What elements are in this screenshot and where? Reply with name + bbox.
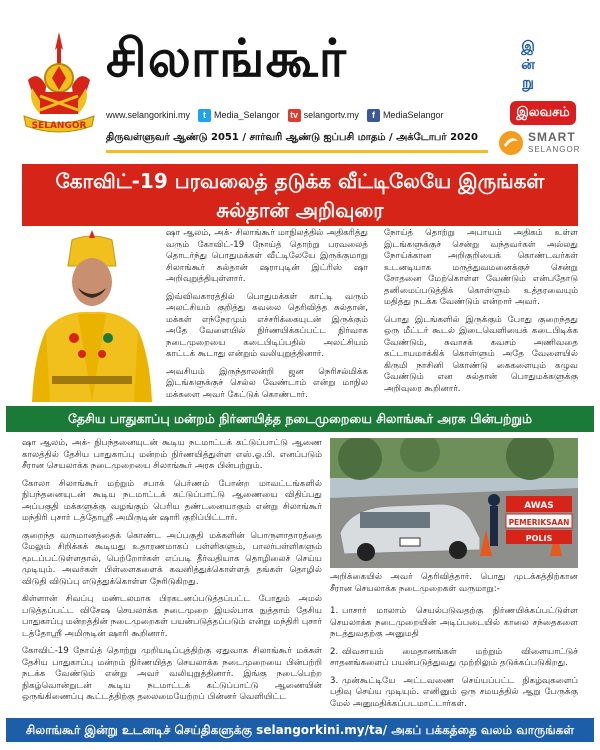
sign-pemeriksaan: PEMERIKSAAN xyxy=(508,518,570,527)
tv-text: selangortv.my xyxy=(303,110,359,120)
facebook-icon: f xyxy=(367,109,380,122)
selangor-crest-logo xyxy=(18,30,100,140)
inru-char: இ xyxy=(521,39,535,55)
facebook-link[interactable] xyxy=(367,109,444,122)
tv-link[interactable] xyxy=(288,109,359,122)
crest-text: SELANGOR xyxy=(31,121,87,131)
smart-selangor-icon xyxy=(498,130,524,156)
sign-awas: AWAS xyxy=(524,501,554,511)
list-item xyxy=(330,676,578,711)
main-headline xyxy=(22,164,578,226)
facebook-text: MediaSelangor xyxy=(382,110,444,120)
newspaper-title: சிலாங்கூர் xyxy=(106,29,347,89)
article2-column1 xyxy=(22,438,322,710)
smart-logo-subtext: SELANGOR xyxy=(528,145,581,154)
caption-text: அறிக்கையில் அவர் தெரிவித்தார். பொது முடக்கத்திற்கான சீரான செயலாக்க நடைமுறைகள் வருமாறு:- xyxy=(330,572,578,594)
section2-headline: தேசிய பாதுகாப்பு மன்றம் நிர்ணயித்த நடைமுறையை சிலாங்கூர் அரசு பின்பற்றும் xyxy=(6,406,594,432)
article-paragraph: குறைந்த வருமானத்தைக் கொண்ட அப்பகுதி மக்களின் பொருளாதாரத்தை மேலும் சிறிக்கக் கூடியது உதாரணமாகப் பள்ளிகளும், பாலர்பள்ளிகளும் மூடப்பட்டுள்ளதால், பெற்றோர்கள் எப்படி தீர்வதியாக தொழிலைச் செய்ய முடியும். அவர்கள் பிள்ளைகளைக் கவனித்துக்கொள்ளத் தங்கள் தொழில் விடுதி விடுப்பு எடுத்துக்கொள்ள நேரிடுகிறது. xyxy=(22,530,322,587)
inru-char: று xyxy=(522,75,534,91)
list-item-text: பாசார் மாலாம் செயல்படுவதற்கு நிர்ணயிக்கப்பட்டுள்ள செயலாக்க நடைமுறையின் அடிப்படையில் காலை சந்தைகளை நடத்துவதற்கு அனுமதி xyxy=(330,606,578,639)
twitter-icon: t xyxy=(198,109,211,122)
dateline: திருவள்ளுவர் ஆண்டு 2051 / சார்வரி ஆண்டு ஐப்பசி மாதம் / அக்டோபர் 2020 xyxy=(106,132,478,143)
article-paragraph: பொது இடங்களில் இருக்கும் போது குறைந்தது ஒரு மீட்டர் கூடல் இடைவெளியைக் கடைபிடிக்க வேண்டும், சுவாசக் கவசம் அணிவதை கட்டாயமாக்கிக் கொள்ளும் அதே வேளையில் கிருமி நாசினி கொண்டு கைகளையும் கழுவ வேண்டும் என சுல்தான் பொதுமக்களுக்கு அறிவுரை கூறினார். xyxy=(384,314,578,394)
photo-caption xyxy=(330,572,578,601)
sop-list xyxy=(330,606,578,716)
sign-polis: POLIS xyxy=(525,534,553,543)
free-badge: இலவசம் xyxy=(510,101,576,125)
list-item-text: விவசாயம் மைதானங்கள் மற்றும் விளையாட்டுச் சாதனங்களைப் பயன்படுத்துவது முற்றிலும் தடுக்கப்படுகிறது. xyxy=(330,646,578,668)
list-item-number: 3. xyxy=(330,675,339,686)
social-links-bar xyxy=(106,106,496,124)
article1-column1 xyxy=(166,228,368,407)
inru-char: ன் xyxy=(521,57,535,73)
article-paragraph: கோவிட்-19 நோய்த் தொற்று முறியடிப்புத்திற்கு ஏதுவாக சிலாங்கூர் மக்கள் தேசிய பாதுகாப்பு மன்றம் நிர்ணயித்த செயலாக்க நடைமுறையை பின்பற்றி நடக்க வேண்டும் என்று அவர் வலியுறுத்தினார். இங்கு நடைபெற்ற நிகழ்வொன்றுடன் கூடிய நடமாட்டக் கட்டுப்பாட்டு ஆணையின் ஒருங்கிணைப்பு கூட்டத்திற்கு தலைமையேற்றப் பின்னர் வெளியிட்ட xyxy=(22,646,322,702)
twitter-text: Media_Selangor xyxy=(214,110,280,120)
article-paragraph: இவ்விவகாரத்தில் பொதுமக்கள் காட்டி வரும் அலட்சியம் குறித்து கவலை தெரிவித்த சுல்தான், மக்கள் எந்நேரமும் எச்சரிக்கையுடன் இருக்கும் அதே வேளையில் நிர்ணயிக்கப்பட்ட நிர்வாக நடைமுறையை கடைபிடிப்பதில் அலட்சியம் காட்டக் கூடாது என்றும் வலியுறுத்தினார். xyxy=(166,291,368,359)
smart-logo-text: SMART xyxy=(528,130,576,144)
list-item-number: 2. xyxy=(330,646,339,657)
article-paragraph: அவசியம் இருந்தாலன்றி ஜன நெரிசல்மிக்க இடங்களுக்குச் செல்ல வேண்டாம் என்று மாநில மக்களை அவர் கேட்டுக் கொண்டார். xyxy=(166,366,368,400)
twitter-link[interactable] xyxy=(198,109,280,122)
article-paragraph: கிள்ளான் சிவப்பு மண்டலமாக பிரகடனப்படுத்தப்பட்ட போதும் அமல் படுத்தப்பட்ட விசேஷ செயலாக்க நடைமுறை இயல்பாக நுத்தாம் தேசிய பாதுகாப்பு மன்றத்தின் நடைமுறைகள் பயன்படுத்தப்படும் என்று மந்திரி புசார் டத்தோஸ்ரீ அமிருடின் ஷாரி கூறினார். xyxy=(22,594,322,639)
inru-vertical-label xyxy=(515,38,541,92)
website-text: www.selangorkini.my xyxy=(106,110,191,120)
roadblock-photo xyxy=(330,438,578,568)
list-item-number: 1. xyxy=(330,606,339,616)
list-item xyxy=(330,606,578,641)
list-item xyxy=(330,647,578,670)
headline-line1: கோவிட்-19 பரவலைத் தடுக்க வீட்டிலேயே இருங்கள் xyxy=(55,169,545,193)
article-paragraph: ஷா ஆலம், அக்- நிபந்தனையுடன் கூடிய நடமாட்டக் கட்டுப்பாட்டு ஆணை காலத்தில் தேசிய பாதுகாப்பு மன்றம் நிர்ணயித்துள்ள எஸ்.ஓ.பி. எனப்படும் சீரான செயலாக்க நடைமுறையை சிலாங்கூர் அரசு பின்பற்றும். xyxy=(22,438,322,471)
article-paragraph: நோய்த் தொற்று அபாயம் அதிகம் உள்ள இடங்களுக்குச் சென்று வந்தவர்கள் அல்லது நோய்க்கான அறிகுறியைக் கொண்டவர்கள் உடனடியாக மருத்துவமனைக்குச் சென்று சோதனை மேற்கொள்ள வேண்டும் என்பதோடு தனிமைப்படுத்திக் கொள்ளும் உத்தரவையும் மதித்து நடக்க வேண்டும் என்றார் அவர். xyxy=(384,228,578,307)
footer-banner: சிலாங்கூர் இன்று உடனடிச் செய்திகளுக்கு selangorkini.my/ta/ அகப் பக்கத்தை வலம் வாருங்கள் xyxy=(6,718,594,742)
article-paragraph: ஷா ஆலம், அக்- சிலாங்கூர் மாநிலத்தில் அதிகரித்து வரும் கோவிட்-19 நோய்த் தொற்று பரவலைத் தொடர்ந்து பொதுமக்கள் வீட்டிலேயே இருக்குமாறு சிலாங்கூர் சுல்தான் ஷராபுடின் இட்ரிஸ் ஷா அறிவுறுத்தியுள்ளார். xyxy=(166,228,368,284)
tv-icon: tv xyxy=(288,109,301,122)
website-link[interactable] xyxy=(106,110,190,120)
article-paragraph: கோலா சிலாங்கூர் மற்றும் சபாக் பெர்ணம் போன்ற மாவட்டங்களில் நிபந்தனையுடன் கூடிய நடமாட்டக் கட்டுப்பாட்டு ஆணையை விதிப்பது அப்பகுதி மக்களுக்கு வழங்கும் பெரிய தண்டனையாகும் என்று சிலாங்கூர் மந்திரி புசார் டத்தோஸ்ரீ அமிருடின் ஷாரி குறிப்பிட்டார். xyxy=(22,478,322,523)
sultan-photo xyxy=(22,226,162,402)
list-item-text: முன்கூட்டியே அட்டவணை செய்யப்பட்ட நிகழ்வுகளைப் பதிவு செய்ய முடியும். எனினும் ஒரு சமயத்தில் ஆறு பேருக்கு மேல் அனுமதிக்கப்படமாட்டார்கள். xyxy=(330,675,578,709)
article1-column2 xyxy=(384,228,578,401)
smart-selangor-logo xyxy=(498,128,581,158)
headline-line2: சுல்தான் அறிவுரை xyxy=(216,198,384,222)
